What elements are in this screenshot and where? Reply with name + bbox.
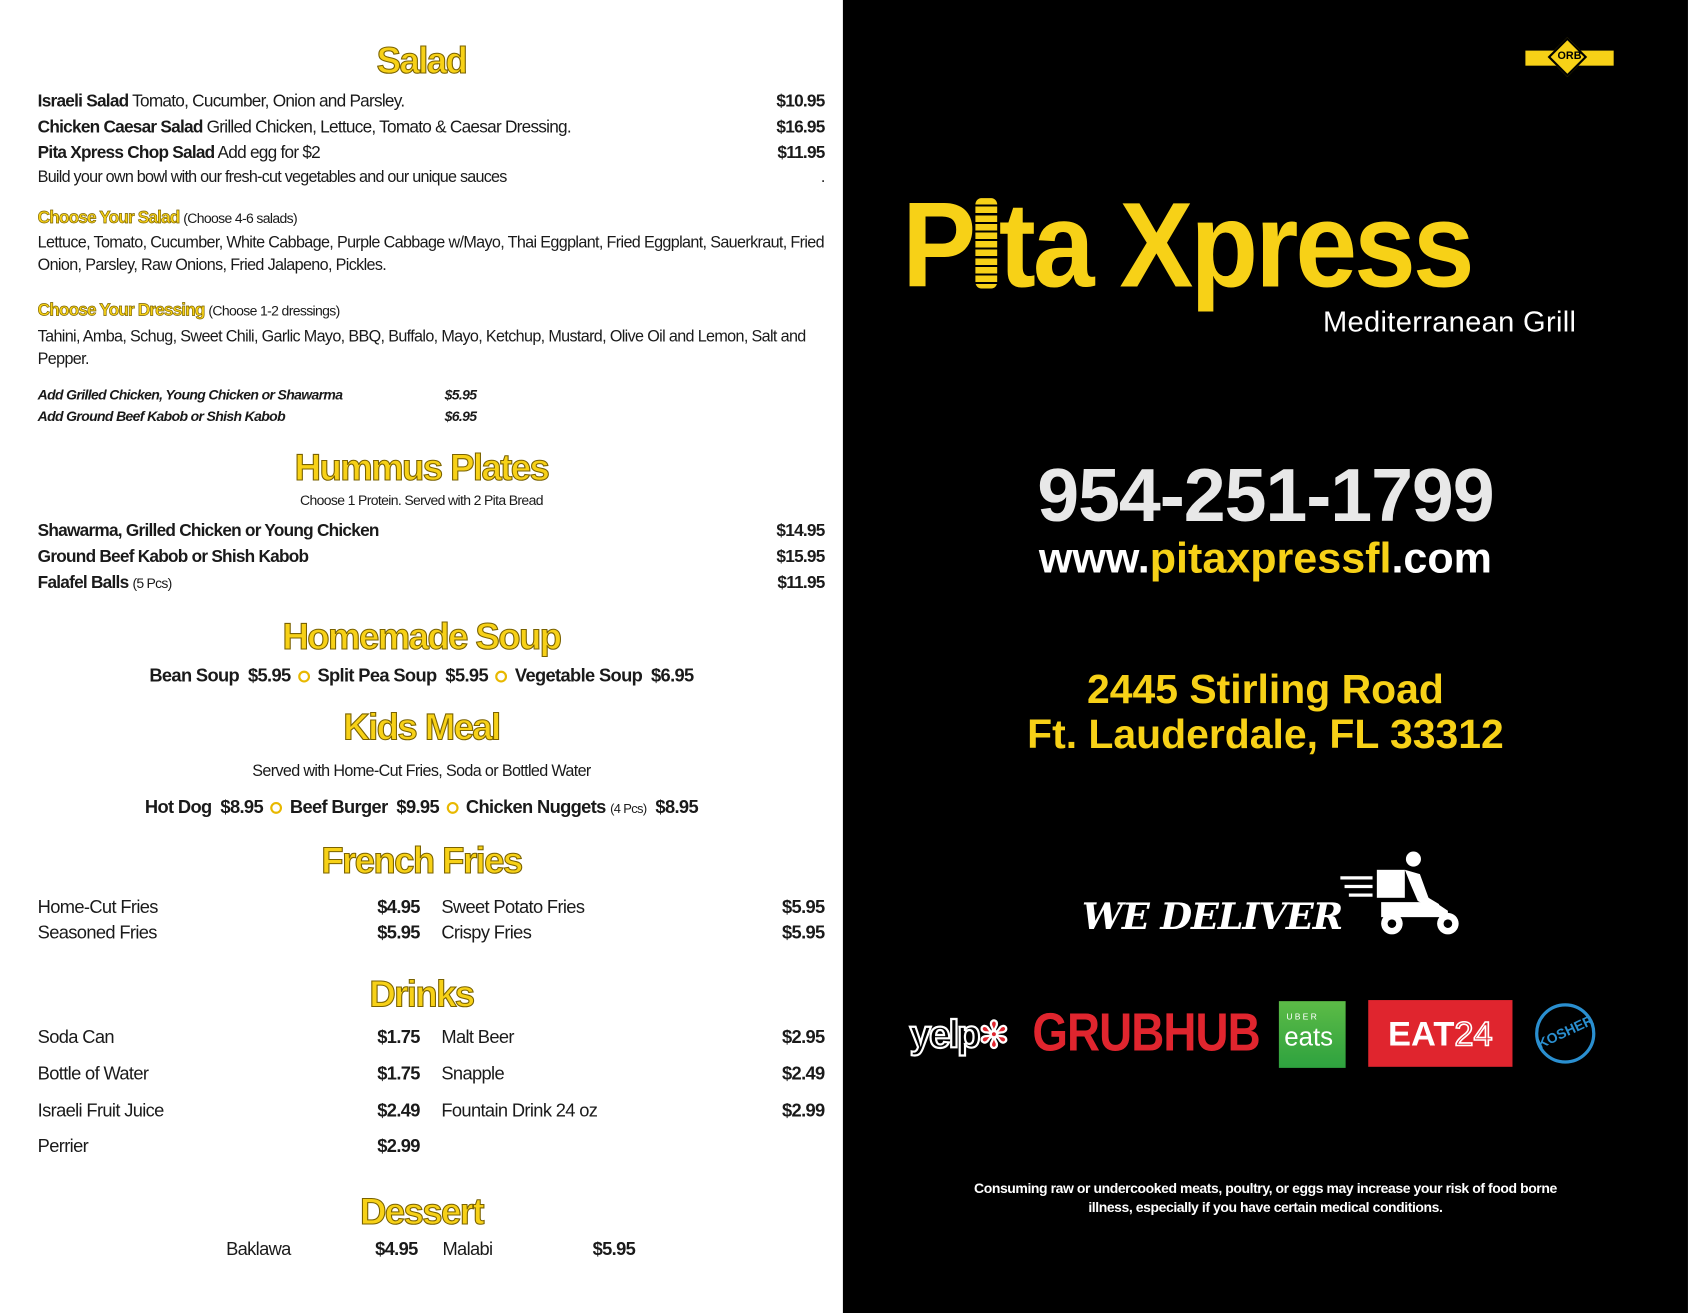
address-line-2: Ft. Lauderdale, FL 33312 (1027, 712, 1504, 758)
item-name: Bottle of Water (37, 1063, 149, 1085)
item-price: $2.49 (377, 1100, 420, 1121)
logo-xpress: Xpress (1119, 177, 1472, 313)
item-price: $6.95 (651, 665, 694, 686)
item-price: $5.95 (377, 922, 420, 944)
eats-text: eats (1284, 1022, 1334, 1052)
choose-dressing (38, 299, 835, 322)
logo-p: P (902, 177, 974, 313)
brand-logo (902, 177, 1472, 313)
item-note: (4 Pcs) (610, 800, 647, 816)
fries-heading: French Fries (321, 840, 522, 882)
addon-price: $6.95 (444, 407, 477, 425)
item-name: Seasoned Fries (37, 922, 157, 944)
hummus-subtitle: Choose 1 Protein. Served with 2 Pita Bread (300, 491, 543, 509)
item-price: $5.95 (782, 922, 825, 944)
item-name: Hot Dog (144, 796, 212, 818)
delivery-scooter-icon (1340, 850, 1464, 938)
item-name: Baklawa (226, 1239, 291, 1260)
item-price: $15.95 (776, 547, 825, 567)
item-desc: Add egg for $2 (217, 144, 321, 163)
item-name: Ground Beef Kabob or Shish Kabob (37, 547, 309, 567)
eat24-logo (1368, 1000, 1512, 1067)
address-line-1: 2445 Stirling Road (1086, 667, 1444, 713)
item-price: $5.95 (592, 1239, 636, 1260)
item-note: (5 Pcs) (132, 574, 172, 591)
item-price: $5.95 (247, 665, 291, 686)
item-name: Chicken Nuggets (465, 796, 606, 818)
item-name: Home-Cut Fries (37, 896, 158, 918)
item-price: $10.95 (776, 92, 825, 111)
menu-item (38, 92, 825, 114)
url-mid: pitaxpressfl (1149, 535, 1392, 583)
item-desc: Tomato, Cucumber, Onion and Parsley. (132, 92, 405, 111)
item-price: $11.95 (777, 144, 825, 163)
item-price: $5.95 (782, 896, 825, 918)
kids-heading: Kids Meal (343, 707, 500, 749)
menu-item (38, 547, 825, 569)
item-price: $8.95 (655, 796, 698, 818)
item-price: $2.49 (782, 1063, 825, 1085)
menu-item (38, 521, 825, 543)
logo-ta: ta (998, 177, 1092, 313)
item-name: Perrier (37, 1135, 89, 1157)
item-price: $5.95 (445, 665, 488, 686)
food-safety-disclaimer (843, 1179, 1688, 1218)
menu-item (38, 117, 825, 139)
dressing-options: Tahini, Amba, Schug, Sweet Chili, Garlic Mayo, BBQ, Buffalo, Mayo, Ketchup, Mustard, Olive Oil and Lemon, Salt and Pepper. (37, 327, 806, 369)
item-name: Chicken Caesar Salad (37, 118, 203, 137)
note-end: . (820, 167, 825, 187)
kids-subtitle: Served with Home-Cut Fries, Soda or Bottled Water (252, 762, 591, 781)
item-price: $4.95 (377, 896, 420, 918)
menu-item (38, 143, 825, 165)
item-name: Malt Beer (441, 1026, 514, 1048)
item-price: $8.95 (220, 796, 263, 818)
addon-name: Add Ground Beef Kabob or Shish Kabob (37, 407, 285, 425)
choose-salad-hint: (Choose 4-6 salads) (183, 209, 297, 227)
phone-number[interactable]: 954-251-1799 (1037, 453, 1494, 538)
addon-price: $5.95 (444, 386, 477, 403)
item-name: Soda Can (37, 1026, 114, 1048)
hummus-heading: Hummus Plates (294, 447, 549, 489)
item-price: $14.95 (776, 522, 825, 541)
item-price: $16.95 (776, 118, 825, 137)
item-price: $2.99 (782, 1100, 825, 1121)
choose-dressing-label: Choose Your Dressing (37, 301, 205, 320)
eat-text: EAT (1388, 1014, 1455, 1053)
item-name: Pita Xpress Chop Salad (37, 144, 215, 163)
yelp-logo (910, 1012, 1007, 1057)
disclaimer-line-1: Consuming raw or undercooked meats, poultry, or eggs may increase your risk of food borne (974, 1179, 1557, 1196)
item-name: Vegetable Soup (514, 665, 643, 686)
choose-salad-label: Choose Your Salad (37, 208, 180, 228)
item-name: Fountain Drink 24 oz (441, 1100, 598, 1121)
salad-note (38, 167, 825, 189)
uber-text: UBER (1286, 1011, 1319, 1022)
addon-name: Add Grilled Chicken, Young Chicken or Shawarma (37, 386, 343, 403)
item-price: $1.75 (377, 1063, 420, 1085)
item-price: $9.95 (396, 796, 439, 818)
item-price: $2.99 (377, 1135, 420, 1157)
item-price: $1.75 (377, 1026, 420, 1048)
dessert-heading: Dessert (359, 1191, 483, 1233)
soup-line (0, 665, 843, 687)
item-desc: Grilled Chicken, Lettuce, Tomato & Caesar Dressing. (206, 118, 571, 137)
eat24-num: 24 (1454, 1014, 1493, 1053)
item-price: $4.95 (375, 1239, 418, 1260)
kosher-text: KOSHER (1534, 1011, 1596, 1052)
url-pre: www. (1038, 535, 1150, 583)
choose-dressing-hint: (Choose 1-2 dressings) (208, 302, 340, 319)
url-post: .com (1391, 535, 1492, 583)
yelp-burst-icon: ✻ (978, 1015, 1008, 1057)
bullet-icon (496, 671, 508, 683)
tagline: Mediterranean Grill (1323, 305, 1577, 339)
orb-kosher-logo (1525, 41, 1613, 78)
item-name: Israeli Fruit Juice (37, 1100, 164, 1121)
brand-panel (843, 0, 1688, 1313)
disclaimer-line-2: illness, especially if you have certain medical conditions. (1088, 1199, 1443, 1216)
item-price: $2.95 (782, 1026, 825, 1048)
website-link[interactable] (843, 534, 1688, 584)
bullet-icon (298, 671, 310, 683)
soup-heading: Homemade Soup (282, 616, 561, 658)
addon-row (38, 384, 477, 404)
item-name: Israeli Salad (37, 92, 129, 111)
kosher-stamp-logo (1535, 1003, 1595, 1063)
ubereats-logo (1279, 1001, 1346, 1068)
bullet-icon (447, 802, 459, 814)
item-name: Falafel Balls (37, 573, 129, 593)
kids-line (0, 797, 843, 819)
addon-row (38, 406, 477, 426)
menu-item (38, 573, 825, 595)
item-name: Beef Burger (289, 796, 388, 818)
drinks-heading: Drinks (369, 974, 474, 1016)
choose-salad (38, 207, 835, 230)
salad-options: Lettuce, Tomato, Cucumber, White Cabbage, Purple Cabbage w/Mayo, Thai Eggplant, Fried Eggplant, Sauerkraut, Fried Onion, Parsley, Raw Onions, Fried Jalapeno, Pickles. (37, 233, 824, 275)
grubhub-logo: GRUBHUB (1032, 1002, 1260, 1063)
item-price: $11.95 (777, 573, 825, 593)
note-text: Build your own bowl with our fresh-cut vegetables and our unique sauces (37, 167, 507, 187)
item-name: Bean Soup (149, 665, 240, 686)
item-name: Sweet Potato Fries (441, 896, 585, 918)
item-name: Shawarma, Grilled Chicken or Young Chicken (37, 522, 379, 541)
shawarma-spit-icon (975, 198, 997, 288)
bullet-icon (271, 802, 283, 814)
item-name: Split Pea Soup (317, 665, 437, 686)
address (843, 667, 1688, 757)
yelp-text: yelp (909, 1011, 979, 1057)
item-name: Snapple (441, 1063, 505, 1085)
item-name: Malabi (442, 1239, 493, 1260)
item-name: Crispy Fries (441, 922, 532, 944)
salad-heading: Salad (376, 40, 467, 82)
menu-panel (0, 0, 843, 1313)
orb-text: ORB (1557, 50, 1582, 63)
we-deliver-text: WE DELIVER (1081, 895, 1343, 939)
